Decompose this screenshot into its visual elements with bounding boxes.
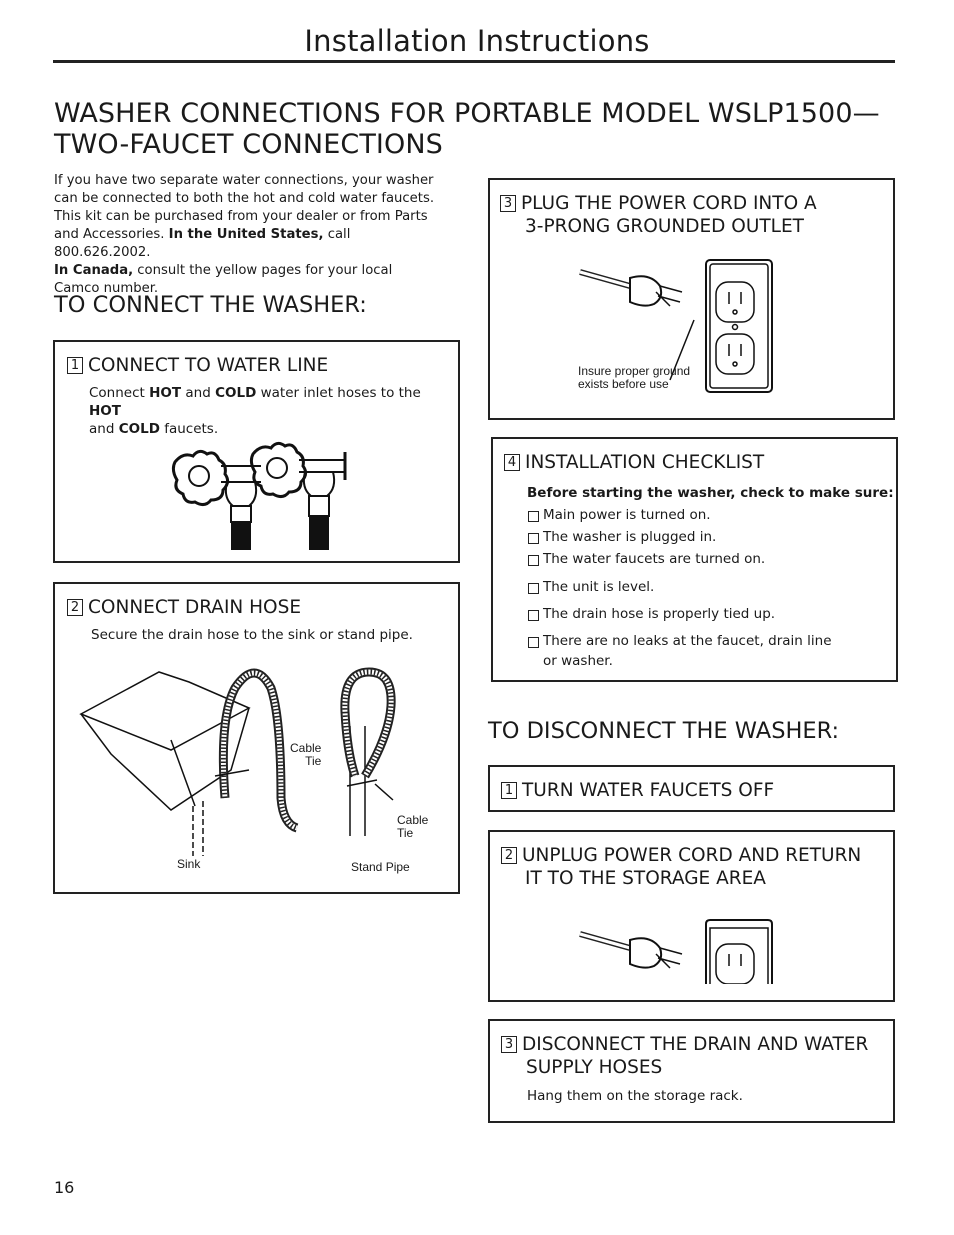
cable-tie-label-1: Cable Tie (290, 741, 322, 768)
checklist-item: There are no leaks at the faucet, drain line (527, 633, 867, 651)
disconnect-step-3-body: Hang them on the storage rack. (527, 1088, 743, 1104)
main-title-line1: WASHER CONNECTIONS FOR PORTABLE MODEL WSLP1500— (54, 98, 880, 129)
step-number: 1 (501, 782, 517, 799)
page-header-title: Installation Instructions (304, 24, 650, 58)
disconnect-step-2-title: 2 UNPLUG POWER CORD AND RETURN IT TO THE STORAGE AREA (501, 844, 861, 890)
canada-text: consult the yellow pages for your local Camco number. (54, 263, 393, 296)
disconnect-step-1-title: 1 TURN WATER FAUCETS OFF (501, 779, 774, 802)
connect-step-1-title: 1 CONNECT TO WATER LINE (67, 354, 328, 377)
checklist-item-continuation: or washer. (543, 653, 613, 669)
disconnect-step-3-title: 3 DISCONNECT THE DRAIN AND WATER SUPPLY HOSES (501, 1033, 868, 1079)
step-number: 3 (500, 195, 516, 212)
connect-heading: TO CONNECT THE WASHER: (54, 292, 367, 318)
disconnect-step-3-box (488, 1019, 895, 1123)
canada-label: In Canada, (54, 263, 134, 278)
disconnect-step-1-box (488, 765, 895, 812)
step-number: 1 (67, 357, 83, 374)
disconnect-step-2-box (488, 830, 895, 1002)
checklist-item: The water faucets are turned on. (527, 551, 867, 579)
drain-hose-illustration (75, 666, 445, 856)
checklist (527, 507, 867, 651)
checklist-item: The drain hose is properly tied up. (527, 606, 867, 633)
checklist-lead: Before starting the washer, check to make sure: (527, 485, 894, 501)
step-number: 2 (67, 599, 83, 616)
connect-step-1-box (53, 340, 460, 563)
checklist-item: Main power is turned on. (527, 507, 867, 529)
main-title (54, 98, 914, 160)
connect-step-3-box (488, 178, 895, 420)
ground-note: Insure proper ground exists before use (578, 364, 691, 391)
checklist-item: The washer is plugged in. (527, 529, 867, 551)
page-number: 16 (54, 1178, 75, 1197)
cable-tie-label-2: Cable Tie (397, 813, 429, 840)
us-label: In the United States, (168, 227, 324, 242)
checklist-item: The unit is level. (527, 579, 867, 606)
sink-label: Sink (177, 857, 201, 871)
intro-paragraph (54, 172, 439, 298)
connect-step-2-box (53, 582, 460, 894)
step-number: 2 (501, 847, 517, 864)
step-number: 3 (501, 1036, 517, 1053)
unplug-illustration (576, 918, 776, 984)
connect-step-2-title: 2 CONNECT DRAIN HOSE (67, 596, 301, 619)
connect-step-2-body: Secure the drain hose to the sink or stand pipe. (91, 627, 413, 643)
stand-pipe-label: Stand Pipe (351, 860, 410, 874)
header-rule (53, 60, 895, 63)
main-title-line2: TWO-FAUCET CONNECTIONS (54, 129, 443, 160)
disconnect-heading: TO DISCONNECT THE WASHER: (488, 718, 840, 744)
step-number: 4 (504, 454, 520, 471)
connect-step-4-box (491, 437, 898, 682)
connect-step-1-body: Connect HOT and COLD water inlet hoses to the HOT and COLD faucets. (89, 385, 421, 437)
intro-text: If you have two separate water connections, your washer can be connected to both the hot and cold water faucets. This kit can be purchased from your dealer or from Parts and Accessories. (54, 173, 435, 242)
us-text: call 800.626.2002. (54, 227, 351, 260)
faucets-illustration (165, 432, 365, 552)
connect-step-4-title: 4 INSTALLATION CHECKLIST (504, 451, 764, 474)
connect-step-3-title: 3 PLUG THE POWER CORD INTO A 3-PRONG GROUNDED OUTLET (500, 192, 817, 238)
